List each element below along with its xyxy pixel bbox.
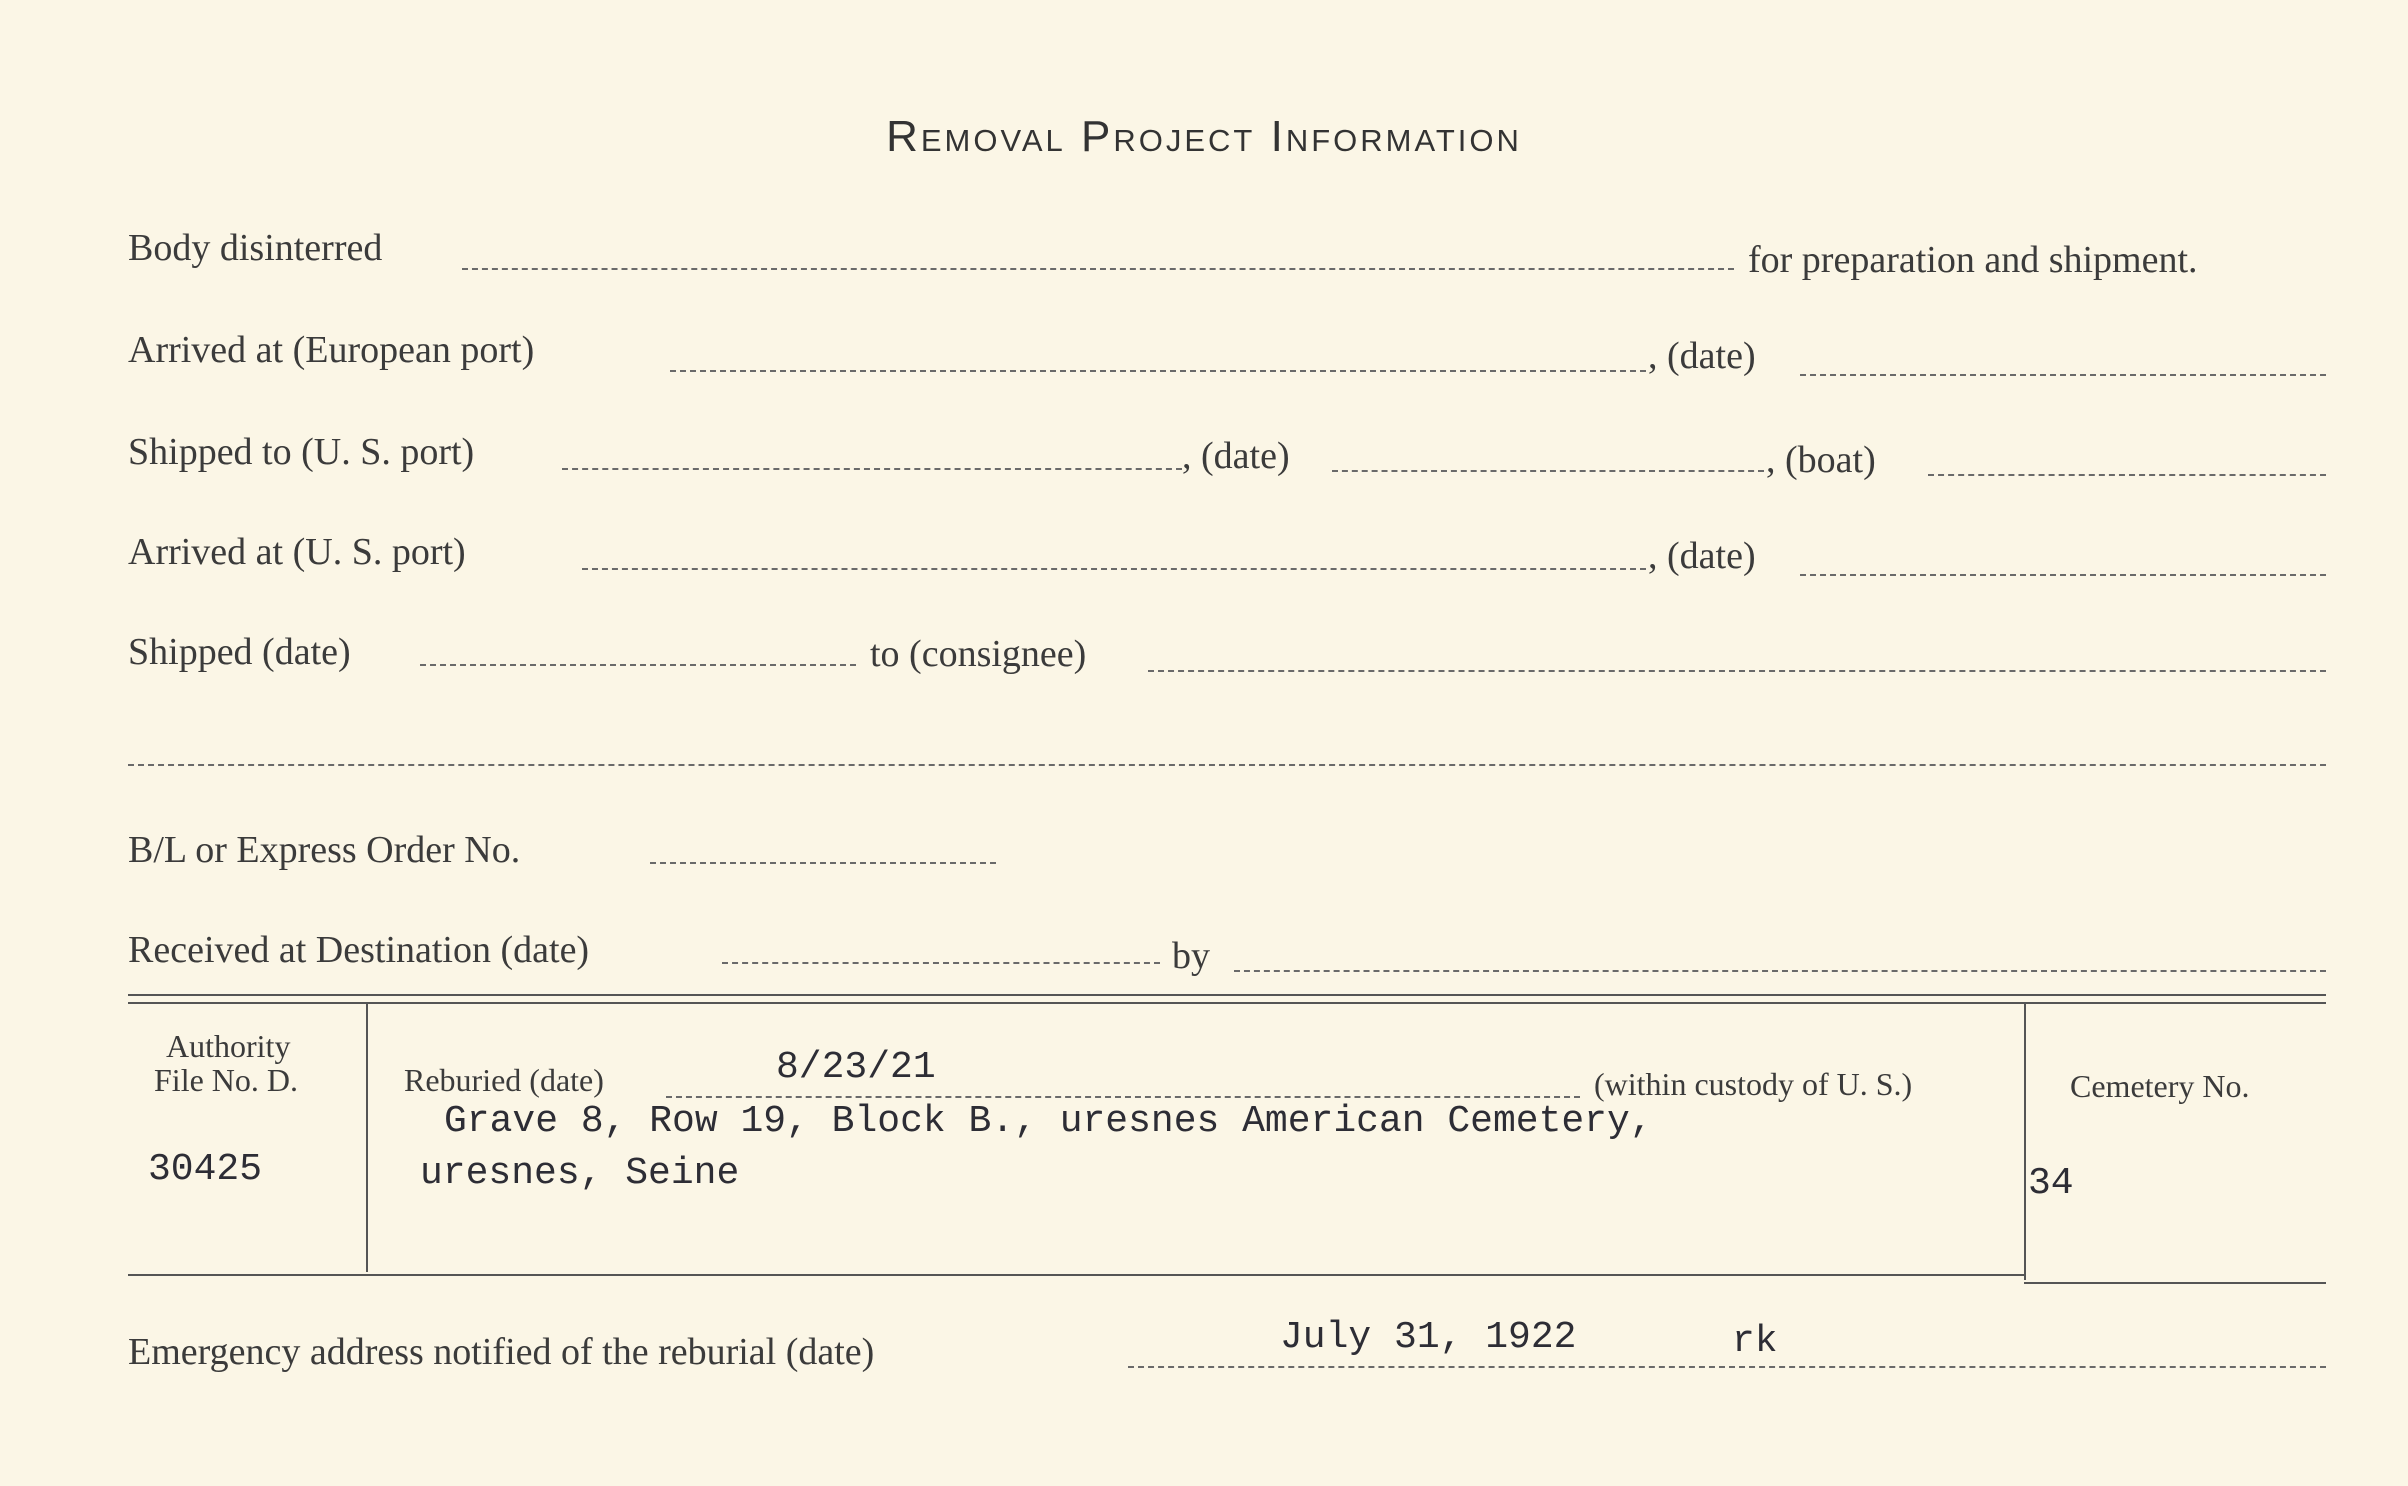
form-title: Removal Project Information (886, 112, 1522, 161)
cemetery-divider (2024, 1004, 2026, 1280)
shipped-date-label: , (date) (1182, 435, 1290, 477)
cemetery-no-label: Cemetery No. (2070, 1068, 2250, 1104)
arrived-us-date-line (1800, 574, 2326, 576)
grave-location-line1: Grave 8, Row 19, Block B., uresnes American Cemetery, (444, 1100, 1653, 1143)
boat-line (1928, 474, 2326, 476)
grave-location-line2: uresnes, Seine (420, 1152, 740, 1195)
arrived-us-date-label: , (date) (1648, 535, 1756, 577)
emergency-date-value: July 31, 1922 (1280, 1316, 1577, 1359)
boat-label: , (boat) (1766, 439, 1876, 481)
reburied-date-line (666, 1096, 1580, 1098)
shipped-us-port-label: Shipped to (U. S. port) (128, 431, 475, 473)
european-date-line (1800, 374, 2326, 376)
consignee-label: to (consignee) (870, 633, 1087, 675)
file-no-label: File No. D. (154, 1062, 298, 1098)
received-destination-label: Received at Destination (date) (128, 929, 590, 971)
lower-box-top-rule-2 (128, 1002, 2326, 1004)
cemetery-no-value: 34 (2028, 1162, 2074, 1205)
authority-label: Authority (166, 1028, 291, 1064)
shipped-date-only-label: Shipped (date) (128, 631, 351, 673)
lower-box-bottom-rule (128, 1274, 2024, 1276)
initials-value: rk (1732, 1320, 1778, 1363)
emergency-address-label: Emergency address notified of the reburial (date) (128, 1331, 875, 1373)
emergency-date-line (1128, 1366, 2326, 1368)
received-by-line (1234, 970, 2326, 972)
arrived-european-port-label: Arrived at (European port) (128, 329, 535, 371)
european-date-label: , (date) (1648, 335, 1756, 377)
shipped-date-line (1332, 470, 1764, 472)
bl-order-label: B/L or Express Order No. (128, 829, 521, 871)
authority-divider (366, 1004, 368, 1272)
lower-box-bottom-rule-right (2024, 1282, 2326, 1284)
reburied-date-value: 8/23/21 (776, 1046, 936, 1089)
shipped-date-only-line (420, 664, 856, 666)
arrived-us-port-line (582, 568, 1646, 570)
reburied-date-label: Reburied (date) (404, 1062, 604, 1098)
body-disinterred-line (462, 268, 1734, 270)
us-port-line (562, 468, 1182, 470)
lower-box-top-rule (128, 994, 2326, 996)
file-no-value: 30425 (148, 1148, 263, 1191)
bl-order-line (650, 862, 996, 864)
consignee-line (1148, 670, 2326, 672)
preparation-shipment-label: for preparation and shipment. (1748, 239, 2198, 281)
european-port-line (670, 370, 1646, 372)
custody-label: (within custody of U. S.) (1594, 1066, 1913, 1102)
by-label: by (1172, 935, 1210, 977)
body-disinterred-label: Body disinterred (128, 227, 383, 269)
received-date-line (722, 962, 1160, 964)
consignee-continuation-line (128, 764, 2326, 766)
arrived-us-port-label: Arrived at (U. S. port) (128, 531, 466, 573)
